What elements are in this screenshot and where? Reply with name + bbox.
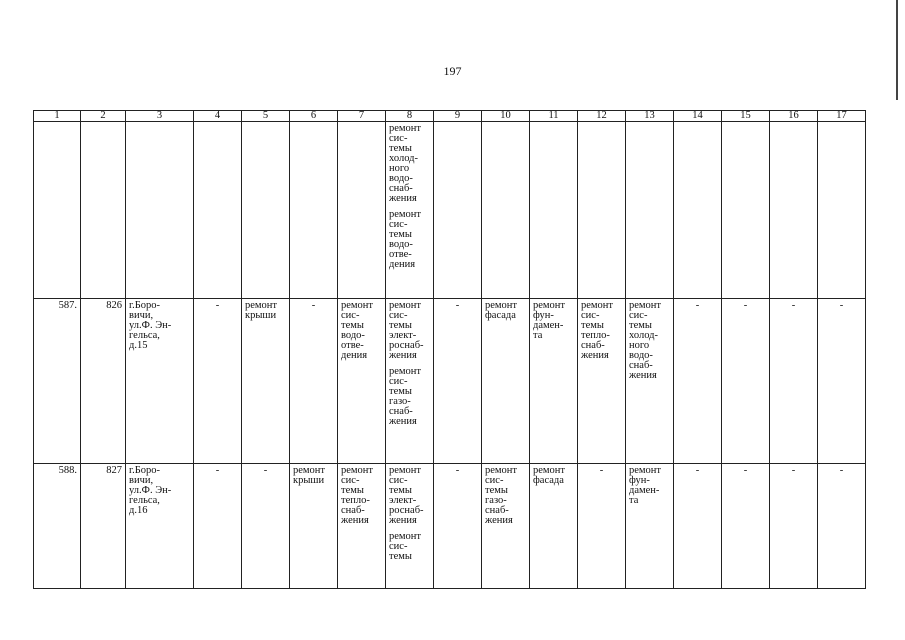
table-cell: [194, 464, 242, 589]
address: г.Боро- вичи, ул.Ф. Эн- гельса, д.15: [129, 300, 172, 351]
table-row: [34, 299, 866, 464]
repair-register-table: [33, 110, 866, 589]
column-number: 5: [242, 111, 290, 122]
repair-work-item: ремонт сис- темы элект- роснаб- жения: [389, 300, 424, 361]
column-number: 10: [482, 111, 530, 122]
column-number: 15: [722, 111, 770, 122]
column-number: 9: [434, 111, 482, 122]
table-cell: [126, 122, 194, 299]
repair-work-item: ремонт сис- темы: [389, 531, 422, 562]
table-cell: [578, 122, 626, 299]
table-cell: [626, 464, 674, 589]
table-cell: [674, 299, 722, 464]
registry-number: 827: [106, 465, 122, 476]
table-cell: [818, 299, 866, 464]
repair-work-item: ремонт сис- темы газо- снаб- жения: [485, 465, 518, 526]
repair-work-item: ремонт фун- дамен- та: [629, 465, 662, 506]
column-number: 2: [81, 111, 126, 122]
column-number: 17: [818, 111, 866, 122]
table-cell: [34, 464, 81, 589]
page-number: 197: [443, 64, 462, 78]
repair-work-item: ремонт крыши: [293, 465, 326, 486]
table-cell: [434, 122, 482, 299]
table-cell: [530, 464, 578, 589]
table-cell: [386, 464, 434, 589]
table-cell: [770, 122, 818, 299]
table-cell: [81, 122, 126, 299]
table-cell: [674, 122, 722, 299]
cell-value: -: [311, 300, 316, 311]
table-cell: [434, 464, 482, 589]
column-number: 12: [578, 111, 626, 122]
table-cell: [626, 299, 674, 464]
cell-value: -: [839, 300, 844, 311]
table-cell: [482, 299, 530, 464]
repair-work-item: ремонт сис- темы тепло- снаб- жения: [581, 300, 614, 361]
table-cell: [290, 464, 338, 589]
cell-value: -: [791, 300, 796, 311]
repair-work-item: ремонт сис- темы водо- отве- дения: [389, 209, 422, 270]
cell-value: -: [215, 465, 220, 476]
column-number: 1: [34, 111, 81, 122]
repair-work-item: ремонт сис- темы элект- роснаб- жения: [389, 465, 424, 526]
table-row: [34, 122, 866, 299]
repair-work-item: ремонт крыши: [245, 300, 278, 321]
table-body: [34, 111, 866, 589]
row-number: 588.: [58, 465, 77, 476]
table-cell: [818, 464, 866, 589]
repair-work-item: ремонт фасада: [533, 465, 566, 486]
repair-work-item: ремонт сис- темы водо- отве- дения: [341, 300, 374, 361]
table-cell: [242, 299, 290, 464]
table-cell: [722, 299, 770, 464]
column-number: 6: [290, 111, 338, 122]
table-cell: [530, 122, 578, 299]
repair-work-item: ремонт сис- темы тепло- снаб- жения: [341, 465, 374, 526]
table-cell: [722, 122, 770, 299]
table-cell: [482, 122, 530, 299]
cell-value: -: [743, 465, 748, 476]
address: г.Боро- вичи, ул.Ф. Эн- гельса, д.16: [129, 465, 172, 516]
cell-value: -: [263, 465, 268, 476]
table-cell: [482, 464, 530, 589]
table-cell: [818, 122, 866, 299]
table-cell: [126, 299, 194, 464]
table-cell: [578, 464, 626, 589]
column-number: 16: [770, 111, 818, 122]
table-cell: [338, 464, 386, 589]
repair-work-item: ремонт фун- дамен- та: [533, 300, 566, 341]
table-cell: [81, 464, 126, 589]
column-number: 3: [126, 111, 194, 122]
table-cell: [338, 122, 386, 299]
column-number: 4: [194, 111, 242, 122]
cell-value: -: [599, 465, 604, 476]
table-cell: [770, 299, 818, 464]
cell-value: -: [791, 465, 796, 476]
table-cell: [530, 299, 578, 464]
row-number: 587.: [58, 300, 77, 311]
cell-value: -: [839, 465, 844, 476]
table-cell: [386, 122, 434, 299]
cell-value: -: [455, 465, 460, 476]
column-number: 7: [338, 111, 386, 122]
cell-value: -: [695, 465, 700, 476]
repair-work-item: ремонт сис- темы холод- ного водо- снаб- жения: [629, 300, 662, 381]
table-cell: [290, 299, 338, 464]
column-number: 11: [530, 111, 578, 122]
table-cell: [81, 299, 126, 464]
table-cell: [34, 122, 81, 299]
cell-value: -: [695, 300, 700, 311]
table-cell: [722, 464, 770, 589]
column-number-row: [34, 111, 866, 122]
table-cell: [626, 122, 674, 299]
cell-value: -: [455, 300, 460, 311]
repair-work-item: ремонт сис- темы газо- снаб- жения: [389, 366, 422, 427]
column-number: 8: [386, 111, 434, 122]
repair-work-item: ремонт сис- темы холод- ного водо- снаб- жения: [389, 123, 422, 204]
table-cell: [242, 464, 290, 589]
column-number: 14: [674, 111, 722, 122]
cell-value: -: [743, 300, 748, 311]
scan-edge-mark: [896, 0, 898, 100]
cell-value: -: [215, 300, 220, 311]
table-cell: [126, 464, 194, 589]
table-cell: [242, 122, 290, 299]
repair-work-item: ремонт фасада: [485, 300, 518, 321]
table-cell: [434, 299, 482, 464]
table-cell: [770, 464, 818, 589]
table-cell: [34, 299, 81, 464]
registry-number: 826: [106, 300, 122, 311]
table-cell: [386, 299, 434, 464]
table-cell: [194, 299, 242, 464]
table-row: [34, 464, 866, 589]
table-cell: [194, 122, 242, 299]
table-cell: [290, 122, 338, 299]
table-cell: [578, 299, 626, 464]
table-cell: [338, 299, 386, 464]
column-number: 13: [626, 111, 674, 122]
table-cell: [674, 464, 722, 589]
